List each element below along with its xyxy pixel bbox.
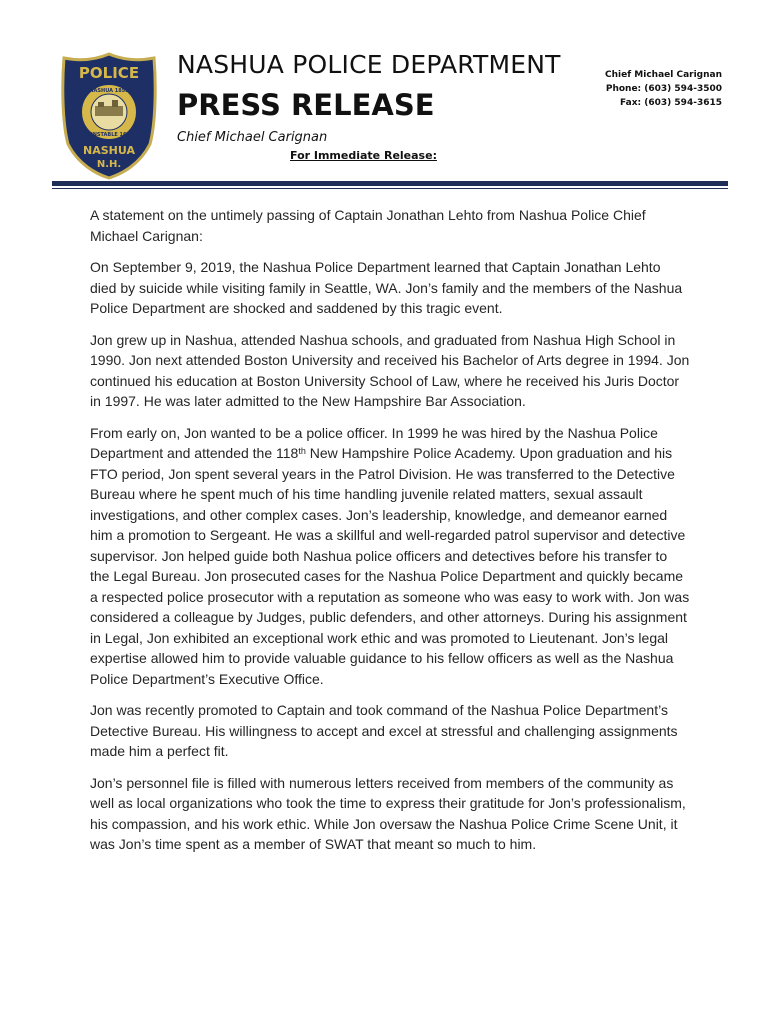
document-title: PRESS RELEASE <box>177 88 435 122</box>
release-note: For Immediate Release: <box>290 149 437 162</box>
badge-ring-right: DUNSTABLE 1673 <box>84 132 134 138</box>
paragraph-intro: A statement on the untimely passing of Captain Jonathan Lehto from Nashua Police Chief Michael Carignan: <box>90 207 646 244</box>
badge-ring-left: NASHUA 1853 <box>89 88 129 94</box>
paragraph-promotion: Jon was recently promoted to Captain and took command of the Nashua Police Department’s Detective Bureau. His willingness to accept and excel at stressful and challenging assignments made him a perfect fit. <box>90 702 678 759</box>
badge-top-text: POLICE <box>78 64 140 82</box>
contact-fax: Fax: (603) 594-3615 <box>620 98 722 108</box>
badge-bottom-line2: N.H. <box>96 159 122 170</box>
header-divider-thin <box>52 188 728 189</box>
paragraph-career <box>90 423 690 690</box>
chief-name: Chief Michael Carignan <box>177 130 328 145</box>
header-divider-thick <box>52 181 728 186</box>
ordinal-suffix: th <box>298 446 306 456</box>
paragraph-personnel-file: Jon’s personnel file is filled with numerous letters received from members of the community as well as local organizations who took the time to express their gratitude for Jon’s professionalism, his compassion, and his work ethic. While Jon oversaw the Nashua Police Crime Scene Unit, it was Jon’s time spent as a member of SWAT that meant so much to him. <box>90 774 686 852</box>
paragraph-announcement: On September 9, 2019, the Nashua Police Department learned that Captain Jonathan Lehto died by suicide while visiting family in Seattle, WA. Jon’s family and the members of the Nashua Police Department are shocked and saddened by this tragic event. <box>90 259 683 316</box>
contact-block <box>605 68 722 110</box>
paragraph-education: Jon grew up in Nashua, attended Nashua schools, and graduated from Nashua High School in 1990. Jon next attended Boston University and received his Bachelor of Arts degree in 1994. Jon continued his education at Boston University School of Law, where he received his Juris Doctor in 1997. He was later admitted to the New Hampshire Bar Association. <box>90 331 690 409</box>
press-release-body <box>90 205 690 866</box>
contact-name: Chief Michael Carignan <box>605 70 722 80</box>
contact-phone: Phone: (603) 594-3500 <box>605 84 722 94</box>
career-text-rest: New Hampshire Police Academy. Upon graduation and his FTO period, Jon spent several years in the Patrol Division. He was transferred to the Detective Bureau where he spent much of his time handling juvenile related matters, sexual assault investigations, and other complex cases. Jon’s leadership, knowledge, and demeanor earned him a promotion to Sergeant. He was a skillful and well-regarded patrol supervisor and detective supervisor. Jon helped guide both Nashua police officers and detectives before his transfer to the Legal Bureau. Jon prosecuted cases for the Nashua Police Department and quickly became a respected police prosecutor with a reputation as someone who was easy to work with. Jon was considered a colleague by Judges, public defenders, and other attorneys. During his assignment in Legal, Jon exhibited an exceptional work ethic and was promoted to Lieutenant. Jon’s legal expertise allowed him to provide valuable guidance to his fellow officers as well as the Nashua Police Department’s Executive Office. <box>90 445 690 687</box>
police-badge-logo <box>60 52 158 180</box>
department-name: NASHUA POLICE DEPARTMENT <box>177 50 561 79</box>
badge-bottom-line1: NASHUA <box>83 144 135 157</box>
career-text-start: From early on, Jon wanted to be a police officer. In 1999 he was hired by the Nashua Police Department and attended the 118 <box>90 424 658 461</box>
